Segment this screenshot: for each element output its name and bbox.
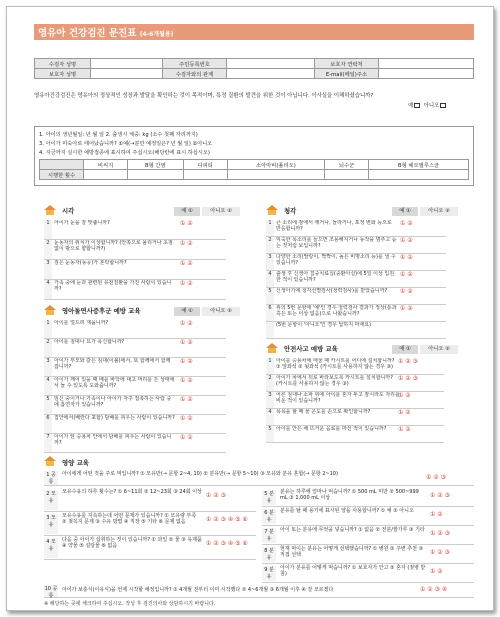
info-input[interactable]: [227, 69, 315, 79]
question-number: 3: [44, 260, 52, 279]
safety-question-row: [266, 426, 444, 443]
answer-options[interactable]: ① ② ③ ④: [420, 586, 448, 593]
question-text: 가족 중에 눈과 관련된 유전질환을 가진 사람이 있습니까?: [54, 280, 172, 292]
answer-options[interactable]: ① ②: [398, 392, 411, 399]
answer-options[interactable]: ① ②: [180, 339, 193, 346]
footnote: ※ 해당하는 곳에 체크하여 주십시오. 작성 후 검진의사와 상담하시기 바랍니다.: [44, 601, 216, 607]
answer-options[interactable]: ① ② ③ ④ ⑤ ⑥: [206, 540, 248, 547]
sids-question-row: [44, 434, 226, 453]
question-number: 4: [44, 377, 52, 395]
answer-options[interactable]: ① ② ③: [206, 492, 226, 499]
nutrition-key: 5 분유: [262, 490, 276, 505]
no-header: 아니오 ②: [202, 307, 240, 316]
vision-title: 시각: [62, 207, 75, 215]
answer-options[interactable]: ① ②: [398, 409, 411, 416]
nutrition-question: 아이에게 어떤 것을 주로 먹입니까? ① 모유만(→ 문항 2~4, 10) ② 분유만(→ 문항 5~10) ③ 모유와 분유 혼합(→ 문항 2~10): [62, 471, 338, 477]
title-banner: [34, 24, 474, 40]
hearing-question-row: [266, 254, 446, 271]
answer-options[interactable]: ① ② ③: [430, 492, 450, 499]
question-text: 어른 침대나 소파 위에 아이를 혼자 두고 잠시라도 자리를 비운 적이 있습니까?: [276, 392, 400, 404]
question-text: 아이가 차에서 뒤로 바라보도록 카시트를 설치합니까? (카시트를 사용하지 않는 경우 ③): [276, 375, 393, 387]
question-number: 2: [266, 237, 274, 253]
nutrition-key: 9 분유: [262, 566, 276, 581]
question-text: 위의 5번 문항에 '예'인 경우 청력검사 결과가 정상(통과 혹은 또는 이상 없음)으로 나왔습니까?: [276, 305, 397, 317]
question-text: 집안에서(베란다 포함) 담배를 피우는 사람이 있습니까?: [54, 415, 175, 421]
nutrition-title: 영양 교육: [62, 459, 89, 467]
answer-options[interactable]: ① ② ③ ④ ⑤ ⑥: [206, 516, 248, 523]
nutrition-key: 2 모유: [44, 490, 58, 510]
sids-question-row: [44, 339, 226, 358]
question-number: [266, 322, 274, 338]
intro-text: 영유아건강검진은 영유아의 정상적인 성장과 발달을 확인하는 것이 목적이며, 특정 질환의 발견을 위한 것이 아닙니다. 이사실을 이해하셨습니까?: [34, 93, 374, 99]
no-header: 아니오 ②: [420, 345, 458, 354]
question-number: 3: [44, 358, 52, 376]
answer-options[interactable]: ① ②: [180, 415, 193, 422]
info-input[interactable]: [379, 59, 474, 69]
nutrition-question: 분유를 탈 때 용기에 표시된 양을 사용합니까? ① 예 ② 아니오: [280, 508, 414, 514]
no-header: 아니오 ②: [202, 207, 240, 216]
hearing-question-row: [266, 271, 446, 288]
intro-yes-checkbox[interactable]: [414, 103, 420, 108]
hearing-question-row: [266, 237, 446, 254]
question-number: 1: [266, 358, 274, 374]
nutrition-question: 아이가 분유를 어떻게 먹습니까? ① 보호자가 안고 ② 혼자 (젖병 받침): [280, 565, 426, 577]
intro-no-label: 아니오: [423, 103, 440, 109]
nutrition-key: 3 모유: [44, 514, 58, 534]
info-input[interactable]: [227, 59, 315, 69]
vax-head: 비씨지: [84, 160, 128, 170]
vision-question-row: [44, 240, 226, 260]
answer-options[interactable]: ① ②: [400, 254, 413, 261]
house-icon-body: [268, 210, 276, 215]
info-label: E-mail(메일)주소: [315, 69, 379, 79]
question-number: 2: [44, 240, 52, 259]
question-number: 4: [266, 271, 274, 287]
answer-options[interactable]: ① ②: [180, 434, 193, 441]
nutrition-key: 6 분유: [262, 509, 276, 524]
sids-question-row: [44, 358, 226, 377]
question-text: 눈동자의 위치가 이상합니까? (안쪽으로 몰리거나 초점 없이 밖으로 향합니까?): [54, 240, 173, 252]
answer-options[interactable]: ① ②: [180, 240, 193, 247]
question-text: 출생 후 신생아 집중치료실(중환아실)에 5일 이상 입원한 적이 있습니까?: [276, 271, 395, 283]
hearing-question-row: [266, 322, 446, 339]
vax-head: 소아마비(폴리오): [227, 160, 324, 170]
question-text: 익숙한 목소리를 들으면 조용해지거나 동작을 멈추고 듣는 것처럼 보입니까?: [276, 237, 397, 249]
vax-input[interactable]: [183, 170, 227, 180]
question-number: 2: [44, 339, 52, 357]
question-text: 다양한 소리(딸랑이, 짝짝이, 높은 비명소리 등)를 낼 수 있습니까?: [276, 254, 396, 266]
question-text: 큰 소리에 잠에서 깨거나, 놀라거나, 포정 변화 등으로 반응합니까?: [276, 220, 392, 232]
hearing-question-row: [266, 305, 446, 322]
question-number: 3: [266, 392, 274, 408]
nutrition-key: 8 분유: [262, 547, 276, 562]
no-header: 아니오 ②: [420, 207, 458, 216]
nutrition-key: 4 모유: [44, 538, 58, 558]
question-number: 5: [266, 426, 274, 442]
vax-row-label: 시행한 횟수: [40, 170, 84, 180]
question-number: 4: [266, 409, 274, 425]
question-4: 4. 지금까지 실시한 예방접종에 표시하여 주십시오(해당란에 표시 하십시오): [39, 150, 210, 156]
vax-head: [40, 160, 84, 170]
nutrition-question: 모유수유를 지속하는데 어떤 문제가 있습니까? ① 모유량 부족 ② 젖꼭지 문제 ③ 수유 방법 ④ 직장 ⑤ 기타 ⑥ 문제 없음: [62, 513, 197, 525]
answer-options[interactable]: ① ②: [400, 288, 413, 295]
answer-options[interactable]: ① ②: [398, 426, 411, 433]
nutrition-question: 아이 또는 분유에 무엇을 넣습니까? ① 없음 ② 전분/쌀가루 ③ 기타: [280, 527, 425, 533]
house-icon-body: [46, 461, 54, 466]
vision-question-row: [44, 280, 226, 300]
question-text: 아이가 깨어 있을 때 배를 바닥에 대고 머리를 든 상태에서 놀 수 있도록 도와줍니까?: [54, 377, 175, 389]
hearing-title: 청각: [284, 207, 297, 215]
question-text: 신생아기에 청각선별검사(청력검사)를 받았습니까?: [276, 288, 388, 294]
safety-question-row: [266, 358, 444, 375]
nutrition-key: 10 공통: [44, 586, 58, 599]
answer-options[interactable]: ① ②: [180, 260, 193, 267]
respondent-info-table: [34, 58, 474, 79]
basic-questions-box: [34, 126, 474, 186]
safety-question-row: [266, 392, 444, 409]
vax-input[interactable]: [84, 170, 128, 180]
vax-head: 뇌수군: [325, 160, 369, 170]
nutrition-question: 다음 중 아이가 섭취하는 것이 있습니까? ① 과일 ② 물 ③ 유제품 ④ 약물 ⑤ 설탕물 ⑥ 없음: [62, 537, 202, 549]
vax-input[interactable]: [128, 170, 184, 180]
safety-question-row: [266, 409, 444, 426]
question-text: 아이가 탄 승용차 안에서 담배를 피우는 사람이 있습니까?: [54, 434, 172, 446]
hearing-question-row: [266, 288, 446, 305]
sids-question-row: [44, 320, 226, 339]
yes-header: 예 ①: [174, 307, 200, 316]
vax-input[interactable]: [325, 170, 369, 180]
sids-question-row: [44, 415, 226, 434]
vision-question-row: [44, 260, 226, 280]
nutrition-question: 아이가 보충식(이유식)을 언제 시작할 예정입니까? ① 4개월 전부터 이미 시작했다 ② 4~6개월 ③ 6개월 이후 ④ 잘 모르겠다: [62, 587, 334, 593]
answer-options[interactable]: ① ②: [180, 358, 193, 365]
question-text: 아이를 안은 채 뜨거운 음료를 마신 적이 있습니까?: [276, 426, 387, 432]
house-icon-body: [46, 210, 54, 215]
answer-options[interactable]: ① ②: [180, 396, 193, 403]
answer-options[interactable]: ① ②: [180, 280, 193, 287]
question-number: 2: [266, 375, 274, 391]
hearing-question-row: [266, 220, 446, 237]
vax-head: B형 헤모필루스균: [369, 160, 469, 170]
sids-question-row: [44, 377, 226, 396]
vaccination-table: [39, 159, 469, 180]
question-3: 3. 아이가 미숙아로 태어났습니까? ①예(→분만 예정일은? 년 월 일) ②아니오: [39, 141, 213, 147]
answer-options[interactable]: ① ②: [400, 271, 413, 278]
question-number: 5: [44, 396, 52, 414]
question-number: 3: [266, 254, 274, 270]
info-input[interactable]: [379, 69, 474, 79]
vax-head: B형 간염: [128, 160, 184, 170]
answer-options[interactable]: ① ②: [400, 305, 413, 312]
sids-question-row: [44, 396, 226, 415]
nutrition-question: 현재 먹이는 분유는 어떻게 선택했습니까? ① 병원 ② 주변 추천 ③ 직접 선택: [280, 546, 424, 558]
nutrition-key: 7 분유: [262, 528, 276, 543]
answer-options[interactable]: ① ②: [180, 220, 193, 227]
answer-options[interactable]: ① ②: [180, 320, 193, 327]
house-icon-body: [268, 348, 276, 353]
question-text: 아이가 눈을 잘 맞춥니까?: [54, 220, 110, 226]
vax-input[interactable]: [369, 170, 469, 180]
info-input[interactable]: [91, 69, 163, 79]
sids-title: 영아돌연사증후군 예방 교육: [62, 307, 141, 315]
safety-question-row: [266, 375, 444, 392]
vax-head: 디피티: [183, 160, 227, 170]
answer-options[interactable]: ① ② ③: [426, 474, 446, 481]
answer-options[interactable]: ① ②: [400, 220, 413, 227]
intro-yes-label: 예: [408, 103, 414, 109]
answer-options[interactable]: ① ② ③: [430, 549, 450, 556]
intro-answer: [408, 101, 446, 109]
safety-title: 안전사고 예방 교육: [284, 345, 338, 353]
question-number: 1: [266, 220, 274, 236]
question-text: 아이가 부모와 같은 침대(이불)에서, 또 함께에서 함께 잡니까?: [54, 358, 171, 370]
info-label: 보호자 성명: [35, 69, 91, 79]
house-icon-body: [46, 310, 54, 315]
question-text: 아이를 침대나 요가 푹신합니까?: [54, 339, 125, 345]
answer-options[interactable]: ① ②: [400, 237, 413, 244]
answer-options[interactable]: ① ② ③: [398, 375, 418, 382]
question-text: 아이를 엎드려 재웁니까?: [54, 320, 109, 326]
question-number: 1: [44, 220, 52, 239]
yes-header: 예 ①: [174, 207, 200, 216]
question-1-2: 1. 아이의 생년월일: 년 월 일 2. 출생시 체중: kg (소수 첫째 자리까지): [39, 132, 198, 138]
question-text: 검은 눈동자(동공)가 혼탁합니까?: [54, 260, 127, 266]
question-text: 임신 중이거나 가족이나 아이가 자주 접촉하는 사람 중에 흡연자가 있습니까?: [54, 396, 172, 408]
vax-input[interactable]: [227, 170, 324, 180]
question-text: 아이를 승용차에 태울 때 카시트를 어디에 설치합니까? ① 앞좌석 ② 뒷좌석 (카시트를 사용하지 않는 경우 ③): [276, 358, 395, 370]
question-text: 목욕을 할 때 물 온도를 손으로 확인합니까?: [276, 409, 371, 415]
question-number: 6: [44, 415, 52, 433]
question-number: 5: [266, 288, 274, 304]
yes-header: 예 ①: [392, 207, 418, 216]
question-number: 6: [266, 305, 274, 321]
answer-options[interactable]: ① ②: [430, 511, 443, 518]
intro-no-checkbox[interactable]: [440, 103, 446, 108]
yes-header: 예 ①: [392, 345, 418, 354]
question-number: 7: [44, 434, 52, 452]
nutrition-question: 분유는 하루에 얼마나 먹습니까? ① 500 mL 미만 ② 500~999 mL ③ 1,000 mL 이상: [280, 489, 419, 501]
nutrition-key: 1 공통: [44, 471, 58, 485]
question-number: 4: [44, 280, 52, 299]
answer-options[interactable]: ① ② ③: [430, 530, 450, 537]
info-label: 수검자와의 관계: [163, 69, 227, 79]
info-label: 주민등록번호: [163, 59, 227, 69]
info-label: 보호자 연락처: [315, 59, 379, 69]
answer-options[interactable]: ① ② ③: [398, 358, 418, 365]
answer-options[interactable]: ① ②: [430, 568, 443, 575]
nutrition-question: 모유수유의 하루 횟수는? ① 6~11회 ② 12~23회 ③ 24회 이상: [62, 489, 202, 495]
question-text: (5번 문항이 '아니오'인 경우 답하지 마세요): [276, 322, 372, 328]
info-input[interactable]: [91, 59, 163, 69]
info-label: 수검자 성명: [35, 59, 91, 69]
vision-question-row: [44, 220, 226, 240]
page-title: 영유아 건강검진 문진표 (4-6개월용): [38, 28, 174, 39]
question-number: 1: [44, 320, 52, 338]
answer-options[interactable]: ① ②: [180, 377, 193, 384]
